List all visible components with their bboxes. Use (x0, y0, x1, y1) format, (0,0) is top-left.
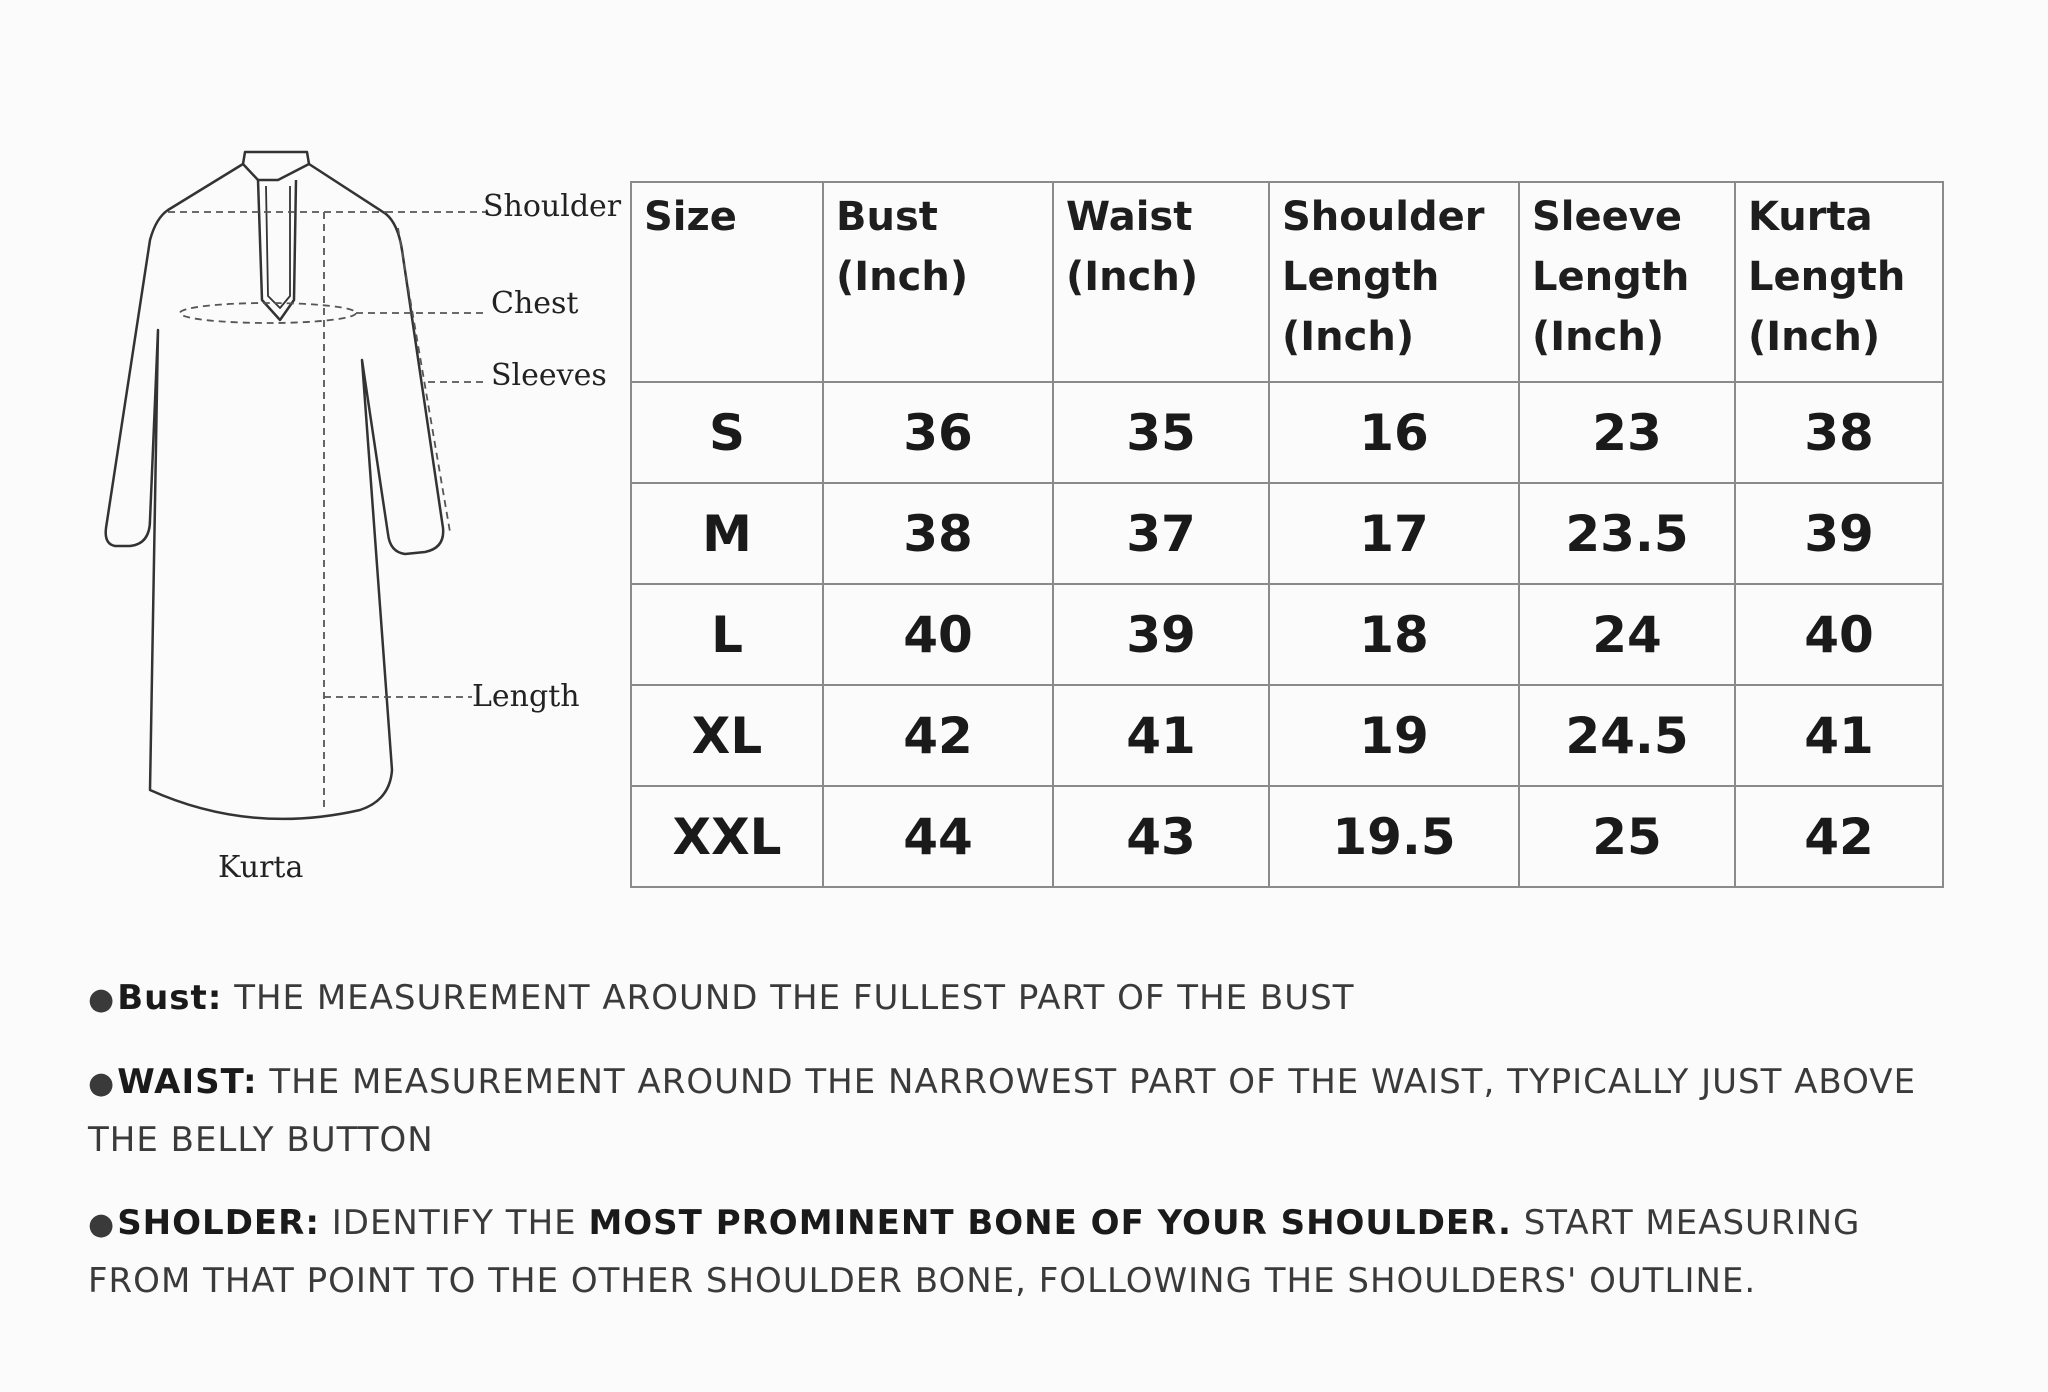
bullet-icon: ● (88, 1207, 116, 1242)
chest-label: Chest (491, 286, 579, 321)
note-emphasis: MOST PROMINENT BONE OF YOUR SHOULDER. (588, 1203, 1512, 1243)
bust-cell: 42 (823, 685, 1053, 786)
sleeve-cell: 23.5 (1519, 483, 1735, 584)
note-text: START MEASURING FROM THAT POINT TO THE OTHER SHOULDER BONE, FOLLOWING THE SHOULDERS' OUTLINE. (88, 1203, 1861, 1301)
shoulder-cell: 19 (1269, 685, 1519, 786)
sleeve-cell: 24 (1519, 584, 1735, 685)
sleeve-cell: 25 (1519, 786, 1735, 887)
sleeve-cell: 24.5 (1519, 685, 1735, 786)
bust-cell: 40 (823, 584, 1053, 685)
size-cell: XXL (631, 786, 823, 887)
kurta-length-cell: 41 (1735, 685, 1943, 786)
kurta-length-cell: 40 (1735, 584, 1943, 685)
header-bust: Bust (Inch) (823, 182, 1053, 382)
table-row (631, 685, 1943, 786)
header-shoulder-length: Shoulder Length (Inch) (1269, 182, 1519, 382)
sleeves-label: Sleeves (491, 358, 607, 393)
table-row (631, 382, 1943, 483)
table-row (631, 483, 1943, 584)
kurta-collar (243, 164, 309, 180)
waist-cell: 35 (1053, 382, 1269, 483)
header-kurta-length: Kurta Length (Inch) (1735, 182, 1943, 382)
kurta-length-cell: 39 (1735, 483, 1943, 584)
note-bust (88, 970, 1968, 1028)
kurta-length-cell: 38 (1735, 382, 1943, 483)
waist-cell: 41 (1053, 685, 1269, 786)
size-chart-table (630, 181, 1944, 888)
bullet-icon: ● (88, 1066, 116, 1101)
bullet-icon: ● (88, 982, 116, 1017)
header-sleeve-length: Sleeve Length (Inch) (1519, 182, 1735, 382)
bust-cell: 44 (823, 786, 1053, 887)
note-shoulder (88, 1195, 1968, 1310)
table-row (631, 786, 1943, 887)
waist-cell: 39 (1053, 584, 1269, 685)
header-size: Size (631, 182, 823, 382)
sleeve-cell: 23 (1519, 382, 1735, 483)
note-term: WAIST: (117, 1062, 258, 1102)
shoulder-cell: 18 (1269, 584, 1519, 685)
waist-cell: 37 (1053, 483, 1269, 584)
header-waist: Waist (Inch) (1053, 182, 1269, 382)
note-text: IDENTIFY THE (319, 1203, 589, 1243)
size-cell: M (631, 483, 823, 584)
shoulder-cell: 19.5 (1269, 786, 1519, 887)
shoulder-label: Shoulder (483, 189, 622, 224)
kurta-caption: Kurta (218, 850, 304, 885)
kurta-diagram (0, 0, 640, 920)
table-header-row (631, 182, 1943, 382)
table-row (631, 584, 1943, 685)
shoulder-cell: 16 (1269, 382, 1519, 483)
kurta-outline (106, 152, 443, 819)
size-cell: XL (631, 685, 823, 786)
note-term: SHOLDER: (117, 1203, 320, 1243)
length-label: Length (472, 679, 580, 714)
kurta-length-cell: 42 (1735, 786, 1943, 887)
bust-cell: 36 (823, 382, 1053, 483)
note-text: THE MEASUREMENT AROUND THE FULLEST PART OF THE BUST (222, 978, 1355, 1018)
waist-cell: 43 (1053, 786, 1269, 887)
shoulder-cell: 17 (1269, 483, 1519, 584)
bust-cell: 38 (823, 483, 1053, 584)
measurement-notes (88, 970, 1968, 1336)
note-term: Bust: (117, 978, 223, 1018)
size-cell: L (631, 584, 823, 685)
note-text: THE MEASUREMENT AROUND THE NARROWEST PART OF THE WAIST, TYPICALLY JUST ABOVE THE BELLY BUTTON (88, 1062, 1917, 1160)
size-cell: S (631, 382, 823, 483)
note-waist (88, 1054, 1968, 1169)
